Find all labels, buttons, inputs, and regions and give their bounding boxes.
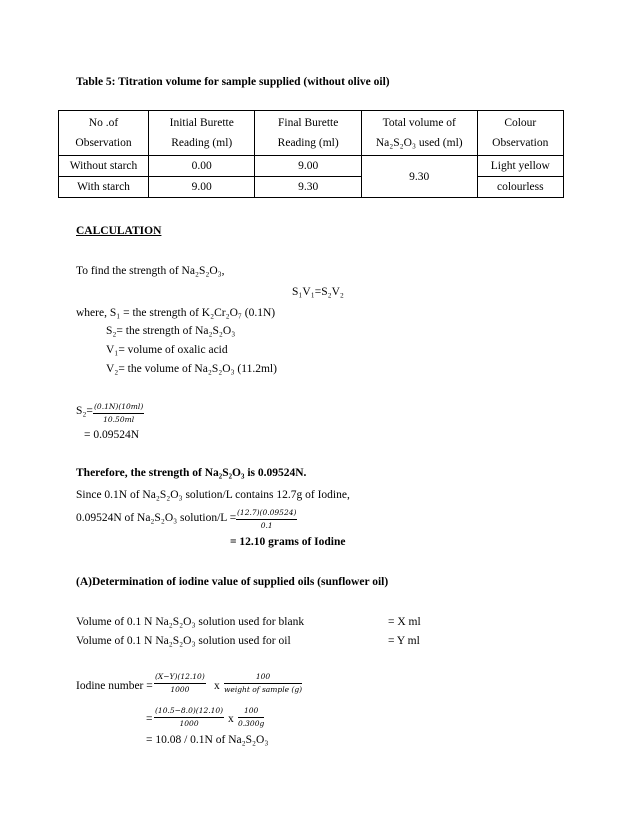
table-header-row — [59, 111, 564, 156]
cell-total-volume: 9.30 — [361, 156, 477, 198]
header-initial-reading: Initial Burette Reading (ml) — [149, 111, 255, 156]
header-observation: No .of Observation — [59, 111, 149, 156]
iodine-calc-text: 0.09524N of Na₂S₂O₃ solution/L = — [76, 512, 237, 524]
table-row — [59, 156, 564, 177]
calc-where-s1: where, S₁ = the strength of K₂Cr₂O₇ (0.1N) — [76, 307, 276, 319]
s2-result: = 0.09524N — [84, 429, 140, 441]
blank-volume-text: Volume of 0.1 N Na₂S₂O₃ solution used for blank — [76, 616, 305, 628]
s2-numerator: (0.1N)(10ml) — [93, 402, 144, 414]
iodine-fraction — [236, 508, 297, 531]
iodine-fraction-2-denominator: weight of sample (g) — [224, 685, 303, 694]
iodine-fraction-4-denominator: 0.300g — [238, 719, 265, 728]
strength-conclusion: Therefore, the strength of Na₂S₂O₃ is 0.09524N. — [76, 467, 307, 479]
cell-initial: 9.00 — [149, 177, 255, 198]
iodine-fraction-1-denominator: 1000 — [170, 685, 190, 694]
iodine-number-label: Iodine number = — [76, 680, 153, 692]
header-total-volume: Total volume of Na₂S₂O₃ used (ml) — [361, 111, 477, 156]
cell-final: 9.30 — [255, 177, 361, 198]
titration-table — [58, 110, 564, 198]
header-final-reading: Final Burette Reading (ml) — [255, 111, 361, 156]
iodine-fraction-2-numerator: 100 — [224, 672, 302, 684]
table-row — [59, 177, 564, 198]
s2-label: S₂= — [76, 405, 93, 417]
cell-colour: colourless — [477, 177, 563, 198]
calc-intro: To find the strength of Na₂S₂O₃, — [76, 265, 225, 277]
cell-observation: Without starch — [59, 156, 149, 177]
iodine-denominator: 0.1 — [260, 521, 273, 530]
iodine-fraction-2 — [224, 672, 302, 695]
calc-where-s2: S₂= the strength of Na₂S₂O₃ — [106, 325, 236, 337]
times-sign-2: x — [228, 713, 234, 725]
blank-volume-value: = X ml — [388, 616, 421, 628]
cell-initial: 0.00 — [149, 156, 255, 177]
iodine-basis: Since 0.1N of Na₂S₂O₃ solution/L contains 12.7g of Iodine, — [76, 489, 350, 501]
cell-final: 9.00 — [255, 156, 361, 177]
header-colour: Colour Observation — [477, 111, 563, 156]
iodine-numerator: (12.7)(0.09524) — [236, 508, 297, 520]
calculation-heading: CALCULATION — [76, 225, 162, 237]
section-a-heading: (A)Determination of iodine value of supplied oils (sunflower oil) — [76, 576, 389, 588]
iodine-fraction-3-denominator: 1000 — [179, 719, 199, 728]
iodine-fraction-1-numerator: (X−Y)(12.10) — [154, 672, 206, 684]
calc-where-v1: V₁= volume of oxalic acid — [106, 344, 228, 356]
cell-colour: Light yellow — [477, 156, 563, 177]
iodine-fraction-1 — [154, 672, 206, 695]
iodine-result: = 12.10 grams of Iodine — [230, 536, 346, 548]
iodine-fraction-3 — [154, 706, 224, 729]
cell-observation: With starch — [59, 177, 149, 198]
iodine-fraction-3-numerator: (10.5−8.0)(12.10) — [154, 706, 224, 718]
iodine-fraction-4 — [238, 706, 264, 729]
equals-sign: = — [146, 713, 153, 725]
table-caption: Table 5: Titration volume for sample supplied (without olive oil) — [76, 76, 390, 88]
calc-where-v2: V₂= the volume of Na₂S₂O₃ (11.2ml) — [106, 363, 277, 375]
oil-volume-text: Volume of 0.1 N Na₂S₂O₃ solution used for oil — [76, 635, 291, 647]
s2-denominator: 10.50ml — [103, 415, 135, 424]
s2-fraction — [93, 402, 144, 425]
times-sign: x — [214, 680, 220, 692]
iodine-final-result: = 10.08 / 0.1N of Na₂S₂O₃ — [146, 734, 269, 746]
calc-formula: S₁V₁=S₂V₂ — [292, 286, 344, 298]
oil-volume-value: = Y ml — [388, 635, 420, 647]
iodine-fraction-4-numerator: 100 — [238, 706, 264, 718]
